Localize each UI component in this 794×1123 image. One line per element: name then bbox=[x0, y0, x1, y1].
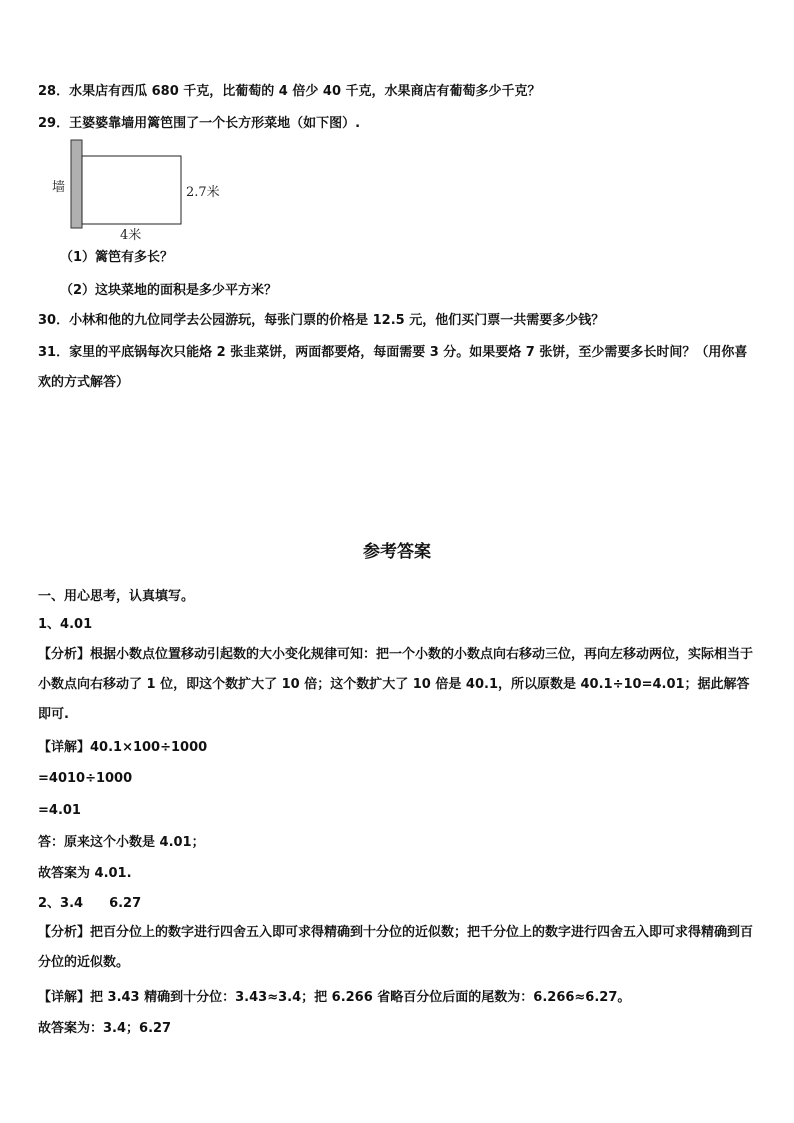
fence-diagram bbox=[46, 138, 286, 248]
question-30: 30．小林和他的九位同学去公园游玩，每张门票的价格是 12.5 元，他们买门票一共需要多少钱？ bbox=[38, 313, 605, 328]
answer-1-step-2: =4010÷1000 bbox=[38, 771, 133, 786]
question-29-part-1: （1）篱笆有多长？ bbox=[60, 250, 174, 265]
answers-section-heading: 一、用心思考，认真填写。 bbox=[38, 589, 195, 604]
answer-1-analysis: 【分析】根据小数点位置移动引起数的大小变化规律可知：把一个小数的小数点向右移动三位，再向左移动两位，实际相当于小数点向右移动了 1 位，即这个数扩大了 10 倍；这个数扩大了 10 倍是 40.1，所以原数是 40.1÷10=4.01；据此解答即可. bbox=[38, 647, 754, 722]
answer-2-heading: 2、3.4 6.27 bbox=[38, 896, 142, 911]
wall-label: 墙 bbox=[52, 180, 66, 195]
answer-1-step-3: =4.01 bbox=[38, 803, 81, 818]
answer-1-heading: 1、4.01 bbox=[38, 617, 93, 632]
answers-title: 参考答案 bbox=[363, 542, 431, 562]
question-29-part-2: （2）这块菜地的面积是多少平方米？ bbox=[60, 283, 278, 298]
answer-2-detail: 【详解】把 3.43 精确到十分位：3.43≈3.4；把 6.266 省略百分位后面的尾数为：6.266≈6.27。 bbox=[38, 990, 631, 1005]
length-label: 4米 bbox=[120, 228, 142, 243]
width-label: 2.7米 bbox=[186, 185, 220, 200]
answer-1-reply: 答：原来这个小数是 4.01； bbox=[38, 835, 205, 850]
answer-1-detail: 【详解】40.1×100÷1000 bbox=[38, 740, 208, 755]
answer-2-final: 故答案为：3.4；6.27 bbox=[38, 1021, 172, 1036]
question-28: 28．水果店有西瓜 680 千克，比葡萄的 4 倍少 40 千克，水果商店有葡萄多少千克？ bbox=[38, 84, 541, 99]
question-29: 29．王婆婆靠墙用篱笆围了一个长方形菜地（如下图）. bbox=[38, 116, 361, 131]
wall-bar bbox=[71, 140, 82, 228]
question-31: 31．家里的平底锅每次只能烙 2 张韭菜饼，两面都要烙，每面需要 3 分。如果要烙 7 张饼，至少需要多长时间？（用你喜欢的方式解答） bbox=[38, 345, 748, 390]
answer-2-analysis: 【分析】把百分位上的数字进行四舍五入即可求得精确到十分位的近似数；把千分位上的数字进行四舍五入即可求得精确到百分位的近似数。 bbox=[38, 925, 754, 970]
answer-1-final: 故答案为 4.01. bbox=[38, 866, 132, 881]
vegetable-plot bbox=[82, 156, 181, 224]
